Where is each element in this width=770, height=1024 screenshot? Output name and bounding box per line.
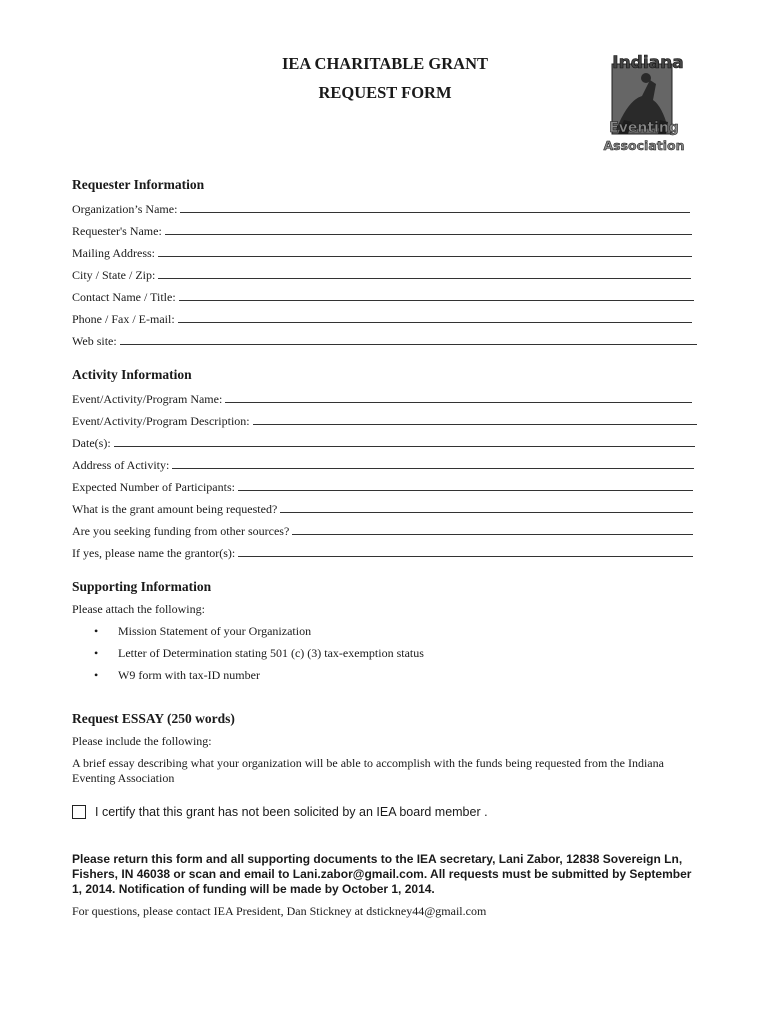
field-city-state-zip[interactable]: City / State / Zip: bbox=[72, 267, 691, 283]
bullet-icon: • bbox=[94, 646, 99, 660]
supporting-heading: Supporting Information bbox=[72, 579, 212, 594]
form-title-line2: REQUEST FORM bbox=[318, 83, 452, 102]
field-grant-amount[interactable]: What is the grant amount being requested? bbox=[72, 501, 693, 517]
field-dates[interactable]: Date(s): bbox=[72, 435, 695, 451]
supporting-intro: Please attach the following: bbox=[72, 602, 205, 616]
input-line[interactable] bbox=[120, 333, 697, 345]
input-line[interactable] bbox=[172, 457, 694, 469]
essay-heading: Request ESSAY (250 words) bbox=[72, 711, 235, 726]
essay-intro: Please include the following: bbox=[72, 734, 212, 748]
form-title-line1: IEA CHARITABLE GRANT bbox=[282, 54, 488, 73]
input-line[interactable] bbox=[238, 545, 693, 557]
field-other-funding[interactable]: Are you seeking funding from other sources? bbox=[72, 523, 693, 539]
list-item: • Letter of Determination stating 501 (c) (3) tax-exemption status bbox=[94, 646, 424, 660]
logo-text-association: Association bbox=[603, 138, 685, 153]
input-line[interactable] bbox=[238, 479, 693, 491]
field-grantor-names[interactable]: If yes, please name the grantor(s): bbox=[72, 545, 693, 561]
input-line[interactable] bbox=[253, 413, 697, 425]
input-line[interactable] bbox=[292, 523, 693, 535]
contact-info: For questions, please contact IEA President, Dan Stickney at dstickney44@gmail.com bbox=[72, 904, 487, 918]
input-line[interactable] bbox=[280, 501, 693, 513]
return-instructions: Please return this form and all supporting documents to the IEA secretary, Lani Zabor, 12838 Sovereign Ln, Fishers, IN 46038 or scan and email to Lani.zabor@gmail.com. All requests must be submitted by September 1, 2014. Notification of funding will be made by October 1, 2014. bbox=[72, 852, 692, 896]
essay-description: A brief essay describing what your organization will be able to accomplish with the funds being requested from the Indiana Eventing Association bbox=[72, 756, 664, 785]
bullet-icon: • bbox=[94, 668, 99, 682]
field-web-site[interactable]: Web site: bbox=[72, 333, 697, 349]
field-mailing-address[interactable]: Mailing Address: bbox=[72, 245, 692, 261]
input-line[interactable] bbox=[158, 267, 691, 279]
logo-text-indiana: Indiana bbox=[612, 53, 684, 73]
field-address-of-activity[interactable]: Address of Activity: bbox=[72, 457, 694, 473]
field-expected-participants[interactable]: Expected Number of Participants: bbox=[72, 479, 693, 495]
field-organization-name[interactable]: Organization’s Name: bbox=[72, 201, 690, 217]
certify-checkbox[interactable] bbox=[72, 805, 86, 819]
input-line[interactable] bbox=[180, 201, 690, 213]
input-line[interactable] bbox=[179, 289, 694, 301]
input-line[interactable] bbox=[225, 391, 692, 403]
bullet-icon: • bbox=[94, 624, 99, 638]
iea-logo bbox=[598, 50, 698, 160]
input-line[interactable] bbox=[158, 245, 692, 257]
input-line[interactable] bbox=[165, 223, 692, 235]
list-item: • W9 form with tax-ID number bbox=[94, 668, 260, 682]
certify-label: I certify that this grant has not been solicited by an IEA board member . bbox=[95, 805, 488, 819]
field-event-name[interactable]: Event/Activity/Program Name: bbox=[72, 391, 692, 407]
requester-heading: Requester Information bbox=[72, 177, 205, 192]
input-line[interactable] bbox=[114, 435, 695, 447]
field-event-description[interactable]: Event/Activity/Program Description: bbox=[72, 413, 697, 429]
logo-text-eventing: Eventing bbox=[609, 120, 679, 136]
list-item: • Mission Statement of your Organization bbox=[94, 624, 312, 638]
field-phone-fax-email[interactable]: Phone / Fax / E-mail: bbox=[72, 311, 692, 327]
certify-row[interactable] bbox=[72, 805, 488, 819]
activity-heading: Activity Information bbox=[72, 367, 192, 382]
input-line[interactable] bbox=[178, 311, 692, 323]
field-contact-name-title[interactable]: Contact Name / Title: bbox=[72, 289, 694, 305]
field-requester-name[interactable]: Requester's Name: bbox=[72, 223, 692, 239]
